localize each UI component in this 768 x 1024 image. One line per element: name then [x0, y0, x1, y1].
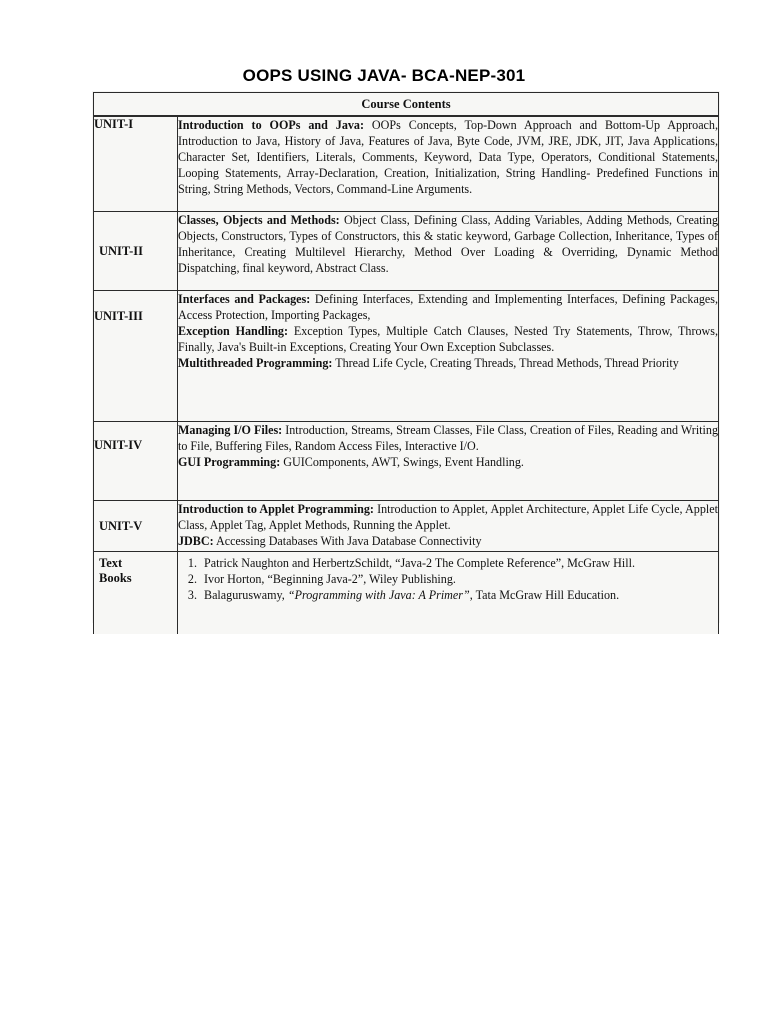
text-books-content — [178, 552, 719, 635]
unit-label: UNIT-IV — [94, 422, 178, 501]
book-author: Balaguruswamy, — [204, 588, 288, 603]
unit-section — [178, 323, 718, 355]
list-item — [200, 555, 718, 571]
section-heading: GUI Programming: — [178, 455, 281, 470]
table-row-text-books — [94, 552, 719, 635]
section-text: Defining Interfaces, Extending and Implementing Interfaces, Defining Packages, Access Protection, Importing Packages, — [178, 292, 718, 323]
section-heading: Introduction to OOPs and Java: — [178, 118, 365, 132]
table-row-unit-2 — [94, 212, 719, 291]
unit-content — [178, 212, 719, 291]
unit-section — [178, 291, 718, 323]
section-text: Exception Types, Multiple Catch Clauses, Nested Try Statements, Throw, Throws, Finally, Java's Built-in Exceptions, Creating Your Own Exception Subclasses. — [178, 324, 719, 355]
unit-label: UNIT-V — [94, 501, 178, 552]
unit-section — [178, 422, 718, 454]
text-books-label — [94, 552, 178, 635]
book-title: “Programming with Java: A Primer” — [287, 588, 470, 603]
book-title: “Java-2 The Complete Reference” — [395, 556, 562, 570]
unit-label: UNIT-II — [94, 212, 178, 291]
list-item — [200, 571, 718, 587]
section-heading: JDBC: — [178, 534, 214, 549]
section-text: Introduction, Streams, Stream Classes, File Class, Creation of Files, Reading and Writing to File, Buffering Files, Random Access Files, Interactive I/O. — [178, 423, 718, 454]
book-author: Patrick Naughton and HerbertzSchildt, — [204, 556, 396, 570]
course-contents-table — [93, 92, 719, 634]
unit-content — [178, 291, 719, 422]
section-heading: Exception Handling: — [178, 324, 289, 339]
section-text: GUIComponents, AWT, Swings, Event Handling. — [280, 455, 524, 470]
page-title: OOPS USING JAVA- BCA-NEP-301 — [242, 66, 526, 85]
table-header-row — [94, 93, 719, 117]
section-text: OOPs Concepts, Top-Down Approach and Bottom-Up Approach, Introduction to Java, History of Java, Features of Java, Byte Code, JVM, JRE, JDK, JIT, Java Applications, Character Set, Identifiers, Literals, Comments, Keyword, Data Type, Operators, Conditional Statements, Looping Statements, Array-Declaration, Creation, Initialization, String Handling- Predefined Functions in String, String Methods, Vectors, Command-Line Arguments. — [178, 118, 718, 197]
section-heading: Multithreaded Programming: — [178, 356, 333, 371]
table-row-unit-4 — [94, 422, 719, 501]
section-text: Thread Life Cycle, Creating Threads, Thread Methods, Thread Priority — [332, 356, 679, 371]
table-row-unit-1 — [94, 116, 719, 212]
text-books-label-line2: Books — [99, 571, 132, 585]
book-title: “Beginning Java-2” — [267, 572, 364, 587]
book-publisher: , Tata McGraw Hill Education. — [469, 588, 620, 603]
unit-content — [178, 422, 719, 501]
section-heading: Interfaces and Packages: — [178, 292, 311, 306]
unit-section — [178, 501, 718, 533]
unit-section — [178, 117, 718, 197]
unit-section — [178, 355, 718, 371]
section-heading: Introduction to Applet Programming: — [178, 502, 374, 516]
unit-content — [178, 501, 719, 552]
table-row-unit-3 — [94, 291, 719, 422]
unit-content — [178, 116, 719, 212]
table-header: Course Contents — [94, 93, 719, 117]
section-text: Accessing Databases With Java Database Connectivity — [213, 534, 482, 549]
section-heading: Managing I/O Files: — [178, 423, 283, 437]
unit-section — [178, 454, 718, 470]
list-item — [200, 587, 718, 603]
section-heading: Classes, Objects and Methods: — [178, 213, 340, 227]
section-text: Object Class, Defining Class, Adding Variables, Adding Methods, Creating Objects, Constructors, Types of Constructors, this & static keyword, Garbage Collection, Inheritance, Types of Inheritance, Creating Multilevel Hierarchy, Method Over Loading & Overriding, Dynamic Method Dispatching, final keyword, Abstract Class. — [178, 213, 718, 276]
book-publisher: , McGraw Hill. — [561, 556, 635, 570]
unit-section — [178, 533, 718, 549]
unit-label: UNIT-I — [94, 116, 178, 212]
book-publisher: , Wiley Publishing. — [363, 572, 456, 587]
section-text: Introduction to Applet, Applet Architecture, Applet Life Cycle, Applet Class, Applet Tag, Applet Methods, Running the Applet. — [178, 502, 718, 533]
text-books-list — [178, 555, 718, 603]
unit-label: UNIT-III — [94, 291, 178, 422]
unit-section — [178, 212, 718, 276]
text-books-label-line1: Text — [99, 556, 123, 570]
book-author: Ivor Horton, — [204, 572, 268, 587]
table-row-unit-5 — [94, 501, 719, 552]
